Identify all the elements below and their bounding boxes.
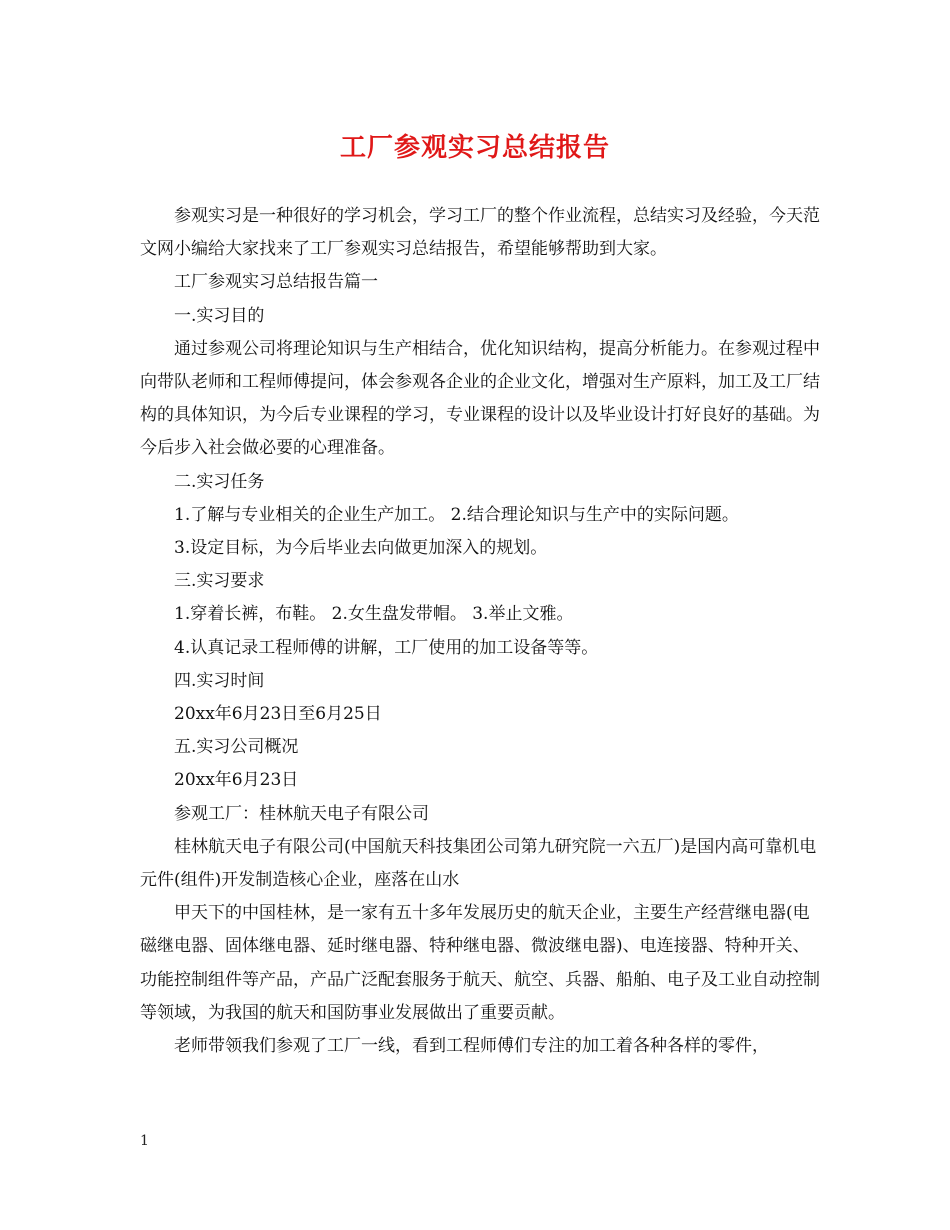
paragraph: 甲天下的中国桂林，是一家有五十多年发展历史的航天企业，主要生产经营继电器(电磁继电器、固体继电器、延时继电器、特种继电器、微波继电器)、电连接器、特种开关、功能控制组件等产品，产品广泛配套服务于航天、航空、兵器、船舶、电子及工业自动控制等领域，为我国的航天和国防事业发展做出了重要贡献。 <box>140 903 820 1023</box>
paragraph: 参观实习是一种很好的学习机会，学习工厂的整个作业流程，总结实习及经验，今天范文网小编给大家找来了工厂参观实习总结报告，希望能够帮助到大家。 <box>140 206 820 260</box>
list-item: 1.穿着长裤，布鞋。 2.女生盘发带帽。 3.举止文雅。 <box>174 604 574 625</box>
paragraph: 老师带领我们参观了工厂一线，看到工程师傅们专注的加工着各种各样的零件， <box>174 1036 769 1057</box>
date-text: 20xx年6月23日 <box>174 770 299 791</box>
section-heading: 工厂参观实习总结报告篇一 <box>174 272 378 293</box>
paragraph: 桂林航天电子有限公司(中国航天科技集团公司第九研究院一六五厂)是国内高可靠机电元件(组件)开发制造核心企业，座落在山水 <box>140 836 817 891</box>
document-body <box>140 200 826 1063</box>
document-title: 工厂参观实习总结报告 <box>339 133 610 163</box>
section-heading: 三.实习要求 <box>174 571 265 592</box>
section-heading: 五.实习公司概况 <box>174 737 299 758</box>
section-heading: 二.实习任务 <box>174 471 265 492</box>
list-item: 3.设定目标，为今后毕业去向做更加深入的规划。 <box>174 538 548 559</box>
section-heading: 四.实习时间 <box>174 670 265 691</box>
paragraph: 参观工厂：桂林航天电子有限公司 <box>174 803 429 824</box>
paragraph: 通过参观公司将理论知识与生产相结合，优化知识结构，提高分析能力。在参观过程中向带队老师和工程师傅提问，体会参观各企业的企业文化，增强对生产原料，加工及工厂结构的具体知识，为今后专业课程的学习，专业课程的设计以及毕业设计打好良好的基础。为今后步入社会做必要的心理准备。 <box>140 338 820 459</box>
date-text: 20xx年6月23日至6月25日 <box>174 704 382 725</box>
section-heading: 一.实习目的 <box>174 305 265 326</box>
list-item: 1.了解与专业相关的企业生产加工。 2.结合理论知识与生产中的实际问题。 <box>174 504 739 525</box>
page-number: 1 <box>140 1133 149 1149</box>
list-item: 4.认真记录工程师傅的讲解，工厂使用的加工设备等等。 <box>174 637 599 658</box>
